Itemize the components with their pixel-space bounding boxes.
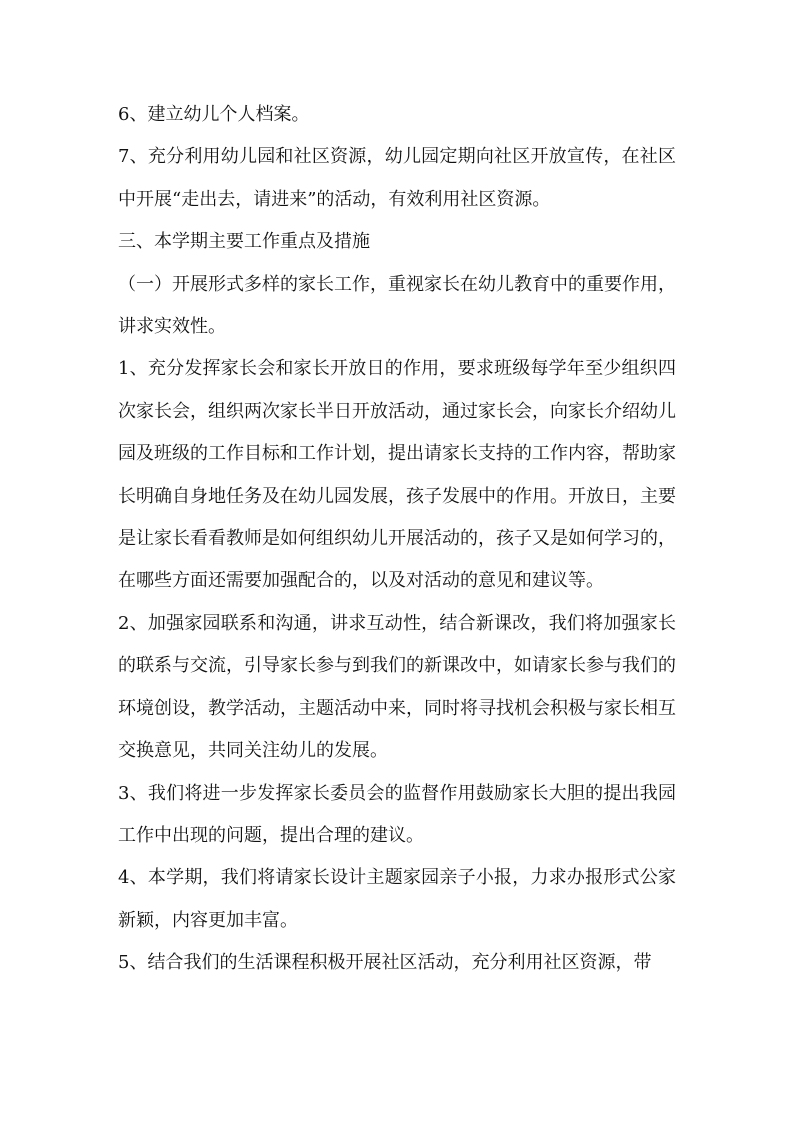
paragraph-item-5-community-activities: 5、结合我们的生活课程积极开展社区活动，充分利用社区资源，带 <box>118 952 652 974</box>
paragraph-item-4-family-newsletter: 4、本学期，我们将请家长设计主题家园亲子小报，力求办报形式公家新颖，内容更加丰富。 <box>118 867 676 931</box>
section-heading-three: 三、本学期主要工作重点及措施 <box>118 231 370 253</box>
paragraph-item-3-parent-committee: 3、我们将进一步发挥家长委员会的监督作用鼓励家长大胆的提出我园工作中出现的问题，提出合理的建议。 <box>118 782 676 846</box>
paragraph-item-1-parent-meetings: 1、充分发挥家长会和家长开放日的作用，要求班级每学年至少组织四次家长会，组织两次家长半日开放活动，通过家长会，向家长介绍幼儿园及班级的工作目标和工作计划，提出请家长支持的工作内容，帮助家长明确自身地任务及在幼儿园发展，孩子发展中的作用。开放日，主要是让家长看看教师是如何组织幼儿开展活动的，孩子又是如何学习的，在哪些方面还需要加强配合的，以及对活动的意见和建议等。 <box>118 358 676 592</box>
paragraph-item-7-community-resources: 7、充分利用幼儿园和社区资源，幼儿园定期向社区开放宣传，在社区中开展“走出去，请进来”的活动，有效利用社区资源。 <box>118 146 676 210</box>
subsection-heading-one: （一）开展形式多样的家长工作，重视家长在幼儿教育中的重要作用，讲求实效性。 <box>118 273 676 338</box>
paragraph-item-6-archive: 6、建立幼儿个人档案。 <box>118 104 310 125</box>
paragraph-item-2-home-school-communication: 2、加强家园联系和沟通，讲求互动性，结合新课改，我们将加强家长的联系与交流，引导家长参与到我们的新课改中，如请家长参与我们的环境创设，教学活动，主题活动中来，同时将寻找机会积极与家长相互交换意见，共同关注幼儿的发展。 <box>118 612 676 762</box>
document-body <box>118 94 676 985</box>
